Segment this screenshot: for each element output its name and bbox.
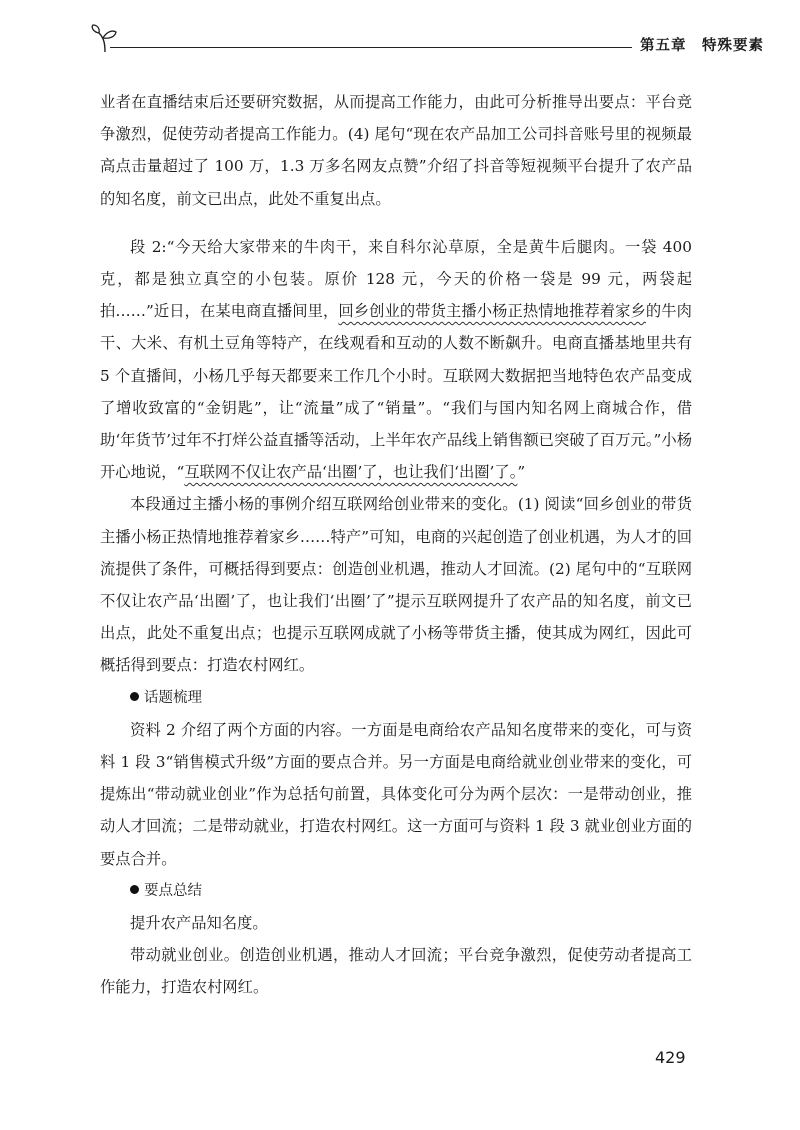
bullet-dot-icon — [130, 885, 139, 894]
paragraph-4: 资料 2 介绍了两个方面的内容。一方面是电商给农产品知名度带来的变化，可与资料 1 段 3“销售模式升级”方面的要点合并。另一方面是电商给就业创业带来的变化，可提炼出“带动就业创业”作为总括句前置，具体变化可分为两个层次：一是带动创业，推动人才回流；二是带动就业，打造农村网红。这一方面可与资料 1 段 3 就业创业方面的要点合并。 — [100, 720, 692, 868]
paragraph-1: 业者在直播结束后还要研究数据，从而提高工作能力，由此可分析推导出要点：平台竞争激烈，促使劳动者提高工作能力。(4) 尾句“现在农产品加工公司抖音账号里的视频最高点击量超过了 100 万，1.3 万多名网友点赞”介绍了抖音等短视频平台提升了农产品的知名度，前文已出点，此处不重复出点。 — [100, 93, 692, 208]
page-body — [100, 86, 692, 1004]
topic-heading — [100, 682, 692, 714]
paragraph-5: 提升农产品知名度。 — [130, 914, 268, 933]
paragraph-2-text-c: ” — [517, 463, 526, 482]
wavy-underline-1: 回乡创业的带货主播小杨正热情地推荐着家乡 — [338, 302, 646, 321]
paragraph-3: 本段通过主播小杨的事例介绍互联网给创业带来的变化。(1) 阅读“回乡创业的带货主播小杨正热情地推荐着家乡……特产”可知，电商的兴起创造了创业机遇，为人才的回流提供了条件，可概括得到要点：创造创业机遇，推动人才回流。(2) 尾句中的“互联网不仅让农产品‘出圈’了，也让我们‘出圈’了”提示互联网提升了农产品的知名度，前文已出点，此处不重复出点；也提示互联网成就了小杨等带货主播，使其成为网红，因此可概括得到要点：打造农村网红。 — [100, 495, 692, 675]
page-header — [88, 20, 780, 60]
sprout-icon — [88, 22, 122, 56]
paragraph-2-text-a: 段 2:“今天给大家带来的牛肉干，来自科尔沁草原，全是黄牛后腿肉。一袋 400 克，都是独立真空的小包装。原价 128 元，今天的价格一袋是 99 元，两袋起拍……”近日，在某电商直播间里， — [100, 237, 692, 321]
paragraph-2 — [100, 231, 692, 489]
summary-heading-text: 要点总结 — [144, 882, 202, 899]
topic-heading-text: 话题梳理 — [144, 689, 202, 706]
page-number: 429 — [655, 1048, 686, 1067]
paragraph-2-text-b: 的牛肉干、大米、有机土豆角等特产，在线观看和互动的人数不断飙升。电商直播基地里共有 5 个直播间，小杨几乎每天都要来工作几个小时。互联网大数据把当地特色农产品变成了增收致富的“金钥匙”，让“流量”成了“销量”。“我们与国内知名网上商城合作，借助‘年货节’过年不打烊公益直播等活动，上半年农产品线上销售额已突破了百万元。”小杨开心地说，“ — [100, 302, 692, 482]
header-rule — [110, 47, 632, 48]
wavy-underline-2: 互联网不仅让农产品‘出圈’了，也让我们‘出圈’了。 — [184, 463, 518, 482]
bullet-dot-icon — [130, 692, 139, 701]
summary-heading — [100, 875, 692, 907]
paragraph-6: 带动就业创业。创造创业机遇，推动人才回流；平台竞争激烈，促使劳动者提高工作能力，打造农村网红。 — [100, 946, 692, 997]
chapter-title: 第五章 特殊要素 — [640, 38, 764, 54]
